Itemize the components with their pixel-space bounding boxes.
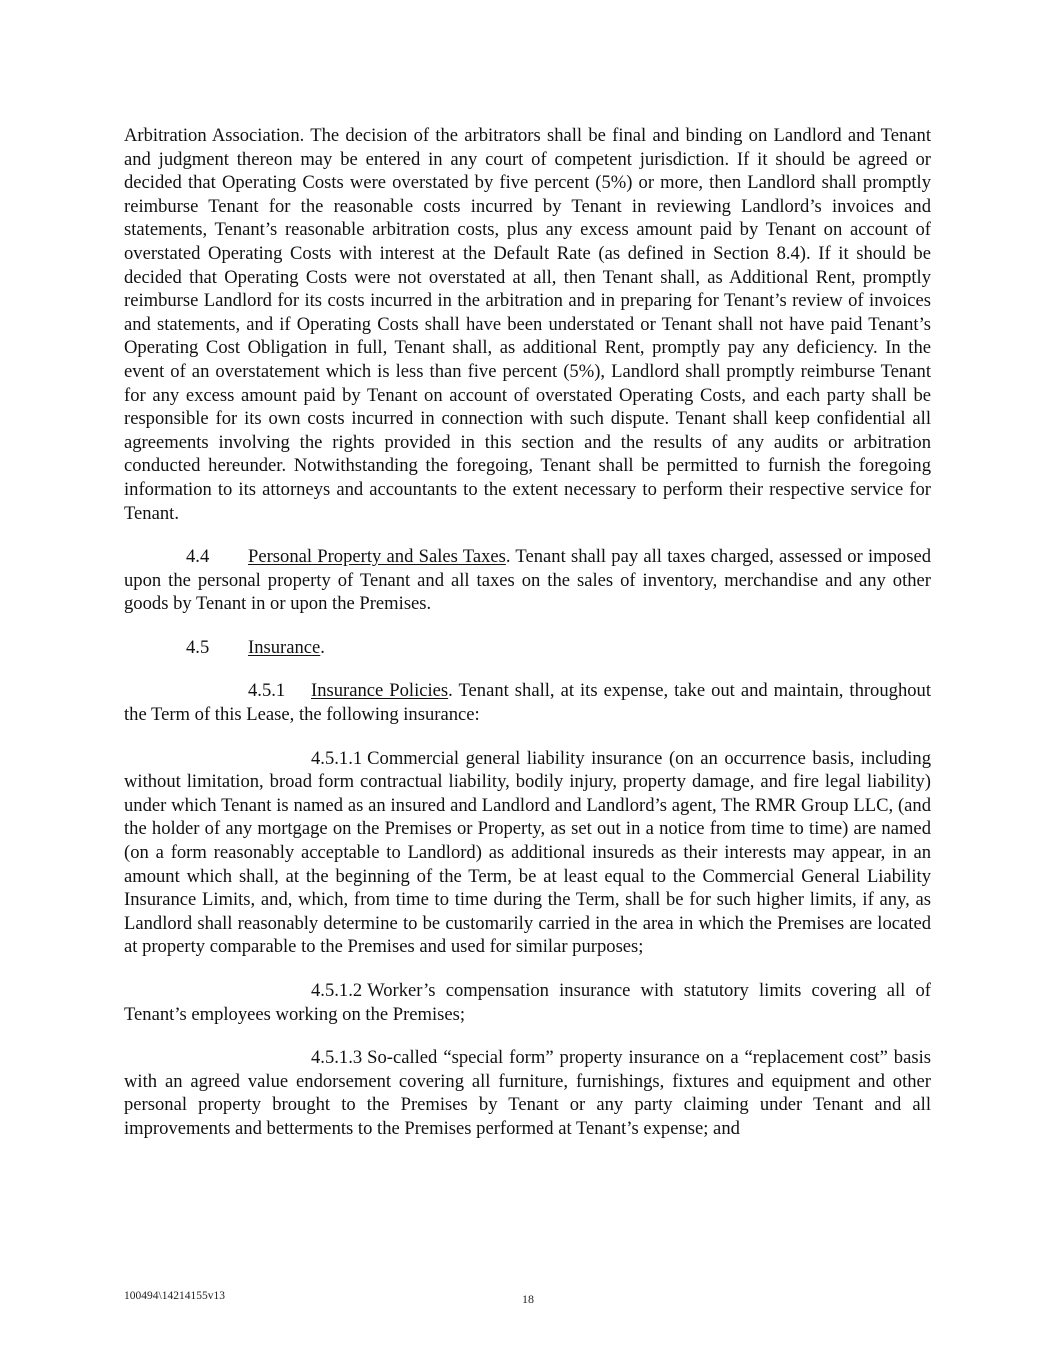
section-number: 4.5.1.3 [311, 1047, 363, 1069]
footer-document-id: 100494\14214155v13 [124, 1290, 225, 1302]
section-4-5-paragraph [124, 636, 931, 660]
section-number: 4.5.1.1 [311, 747, 363, 769]
section-heading: Personal Property and Sales Taxes [248, 546, 506, 568]
paragraph-arbitration-continuation: Arbitration Association. The decision of the arbitrators shall be final and binding on Landlord and Tenant and judgment thereon may be entered in any court of competent jurisdiction. If it should be agreed or decided that Operating Costs were overstated by five percent (5%) or more, then Landlord shall promptly reimburse Tenant for the reasonable costs incurred by Tenant in reviewing Landlord’s invoices and statements, Tenant’s reasonable arbitration costs, plus any excess amount paid by Tenant on account of overstated Operating Costs with interest at the Default Rate (as defined in Section 8.4). If it should be decided that Operating Costs were not overstated at all, then Tenant shall, as Additional Rent, promptly reimburse Landlord for its costs incurred in the arbitration and in preparing for Tenant’s review of invoices and statements, and if Operating Costs shall have been understated or Tenant shall not have paid Tenant’s Operating Cost Obligation in full, Tenant shall, as additional Rent, promptly pay any deficiency. In the event of an overstatement which is less than five percent (5%), Landlord shall promptly reimburse Tenant for any excess amount paid by Tenant on account of overstated Operating Costs, and each party shall be responsible for its own costs incurred in connection with such dispute. Tenant shall keep confidential all agreements involving the rights provided in this section and the results of any audits or arbitration conducted hereunder. Notwithstanding the foregoing, Tenant shall be permitted to furnish the foregoing information to its attorneys and accountants to the extent necessary to perform their respective service for Tenant. [124, 125, 931, 524]
section-4-5-1-1-paragraph [124, 747, 931, 959]
footer-page-number: 18 [522, 1292, 534, 1306]
section-text: . [320, 636, 325, 658]
section-text: Worker’s compensation insurance with statutory limits covering all of Tenant’s employees working on the Premises; [124, 980, 931, 1025]
document-body [124, 124, 931, 1161]
section-4-5-1-3-paragraph [124, 1046, 931, 1140]
section-4-4-paragraph [124, 545, 931, 616]
section-text: Commercial general liability insurance (on an occurrence basis, including without limitation, broad form contractual liability, bodily injury, property damage, and fire legal liability) under which Tenant is named as an insured and Landlord and Landlord’s agent, The RMR Group LLC, (and the holder of any mortgage on the Premises or Property, as set out in a notice from time to time) are named (on a form reasonably acceptable to Landlord) as additional insureds as their interests may appear, in an amount which shall, at the beginning of the Term, be at least equal to the Commercial General Liability Insurance Limits, and, which, from time to time during the Term, shall be for such higher limits, if any, as Landlord shall reasonably determine to be customarily carried in the area in which the Premises are located at property comparable to the Premises and used for similar purposes; [124, 747, 931, 958]
section-number: 4.5 [186, 636, 210, 658]
section-number: 4.5.1.2 [311, 980, 363, 1001]
section-4-5-1-paragraph [124, 679, 931, 726]
section-text: . Tenant shall, at its expense, take out and maintain, throughout the Term of this Lease, the following insurance: [124, 680, 931, 726]
section-heading: Insurance [248, 636, 321, 658]
section-number: 4.5.1 [248, 680, 286, 702]
section-text: . Tenant shall pay all taxes charged, assessed or imposed upon the personal property of Tenant and all taxes on the sales of inventory, merchandise and any other goods by Tenant in or upon the Premises. [124, 546, 931, 615]
section-4-5-1-2-paragraph [124, 979, 931, 1026]
section-heading: Insurance Policies [311, 680, 449, 702]
section-number: 4.4 [186, 546, 210, 568]
section-text: So-called “special form” property insurance on a “replacement cost” basis with an agreed value endorsement covering all furniture, furnishings, fixtures and equipment and other personal property brought to the Premises by Tenant or any party claiming under Tenant and all improvements and betterments to the Premises performed at Tenant’s expense; and [124, 1047, 931, 1139]
